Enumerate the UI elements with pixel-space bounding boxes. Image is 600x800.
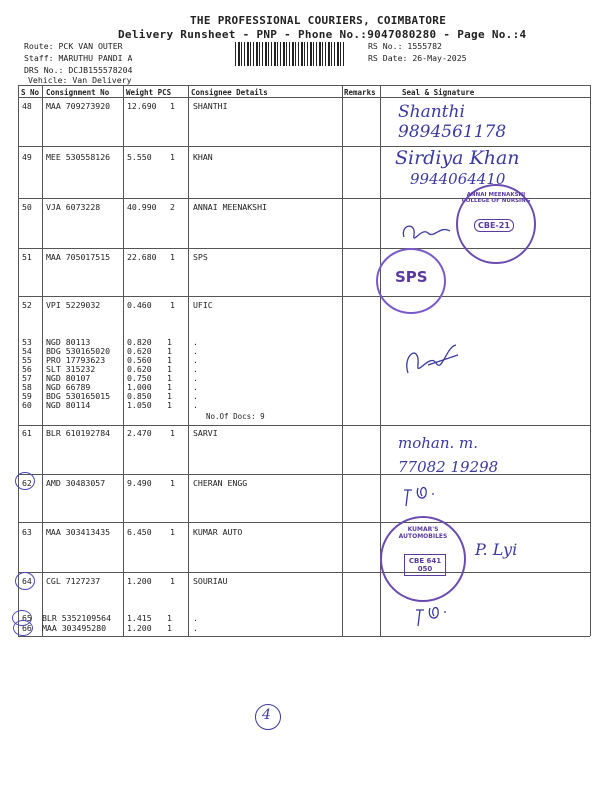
rs-number: RS No.: 1555782 (368, 41, 442, 51)
row-consignment: BDG 530165015 (46, 391, 111, 401)
row-consignee: SPS (193, 252, 208, 262)
row-sno: 61 (22, 428, 32, 438)
row-dot: . (193, 346, 198, 356)
row-pcs: 1 (167, 382, 172, 392)
row-weight: 2.470 (127, 428, 152, 438)
row-consignment: VPI 5229032 (46, 300, 101, 310)
row-consignment: NGD 80114 (46, 400, 91, 410)
circle-mark-62 (15, 472, 35, 490)
row-weight: 1.415 (127, 613, 152, 623)
row-consignee: ANNAI MEENAKSHI (193, 202, 267, 212)
staff-label: Staff: MARUTHU PANDI A (24, 53, 133, 63)
row-weight: 12.690 (127, 101, 157, 111)
row-dot: . (193, 400, 198, 410)
row-sno: 57 (22, 373, 32, 383)
row-pcs: 1 (170, 478, 175, 488)
row-pcs: 2 (170, 202, 175, 212)
row-pcs: 1 (167, 400, 172, 410)
row-pcs: 1 (170, 428, 175, 438)
signature-shanthi-phone: 9894561178 (398, 122, 507, 142)
row-weight: 1.200 (127, 623, 152, 633)
stamp-text: ANNAI MEENAKSHI COLLEGE OF NURSING (461, 192, 531, 204)
row-sno: 55 (22, 355, 32, 365)
row-consignee: UFIC (193, 300, 213, 310)
row-weight: 0.750 (127, 373, 152, 383)
row-consignment: MAA 705017515 (46, 252, 111, 262)
row-weight: 1.000 (127, 382, 152, 392)
row-weight: 6.450 (127, 527, 152, 537)
row-sno: 50 (22, 202, 32, 212)
row-sno: 59 (22, 391, 32, 401)
stamp-text: KUMAR'S AUTOMOBILES (398, 526, 448, 540)
runsheet-subtitle: Delivery Runsheet - PNP - Phone No.:9047080280 - Page No.:4 (118, 28, 527, 41)
row-weight: 22.680 (127, 252, 157, 262)
row-sno: 48 (22, 101, 32, 111)
row-weight: 1.200 (127, 576, 152, 586)
row-sno: 62 (22, 478, 32, 488)
signature-shanthi: Shanthi (398, 102, 465, 122)
scribble-signature (398, 335, 468, 385)
row-pcs: 1 (167, 613, 172, 623)
col-seal-signature: Seal & Signature (402, 88, 475, 97)
row-pcs: 1 (167, 364, 172, 374)
row-weight: 0.620 (127, 364, 152, 374)
row-consignment: VJA 6073228 (46, 202, 101, 212)
col-weight-pcs: Weight PCS (126, 88, 172, 97)
row-sno: 51 (22, 252, 32, 262)
row-weight: 0.620 (127, 346, 152, 356)
row-consignee: SOURIAU (193, 576, 228, 586)
col-consignee: Consignee Details (191, 88, 268, 97)
row-consignment: MAA 709273920 (46, 101, 111, 111)
row-pcs: 1 (170, 101, 175, 111)
scribble-signature (398, 215, 458, 249)
signature-khan: Sirdiya Khan (395, 147, 520, 169)
row-weight: 9.490 (127, 478, 152, 488)
row-sno: 66 (22, 623, 32, 633)
col-sno: S No (21, 88, 40, 97)
row-dot: . (193, 337, 198, 347)
row-pcs: 1 (167, 391, 172, 401)
row-pcs: 1 (167, 623, 172, 633)
row-dot: . (193, 382, 198, 392)
page-number-mark (255, 704, 281, 730)
row-pcs: 1 (167, 337, 172, 347)
row-pcs: 1 (167, 346, 172, 356)
row-weight: 0.820 (127, 337, 152, 347)
scribble-signature (410, 600, 460, 630)
row-consignee: KHAN (193, 152, 213, 162)
docs-count: No.Of Docs: 9 (206, 412, 265, 421)
row-consignee: CHERAN ENGG (193, 478, 248, 488)
row-dot: . (193, 355, 198, 365)
page-number-text: 4 (262, 707, 271, 723)
row-sno: 60 (22, 400, 32, 410)
row-dot: . (193, 613, 198, 623)
drs-label: DRS No.: DCJB155578204 (24, 65, 133, 75)
row-consignment: NGD 80107 (46, 373, 91, 383)
row-dot: . (193, 373, 198, 383)
row-dot: . (193, 623, 198, 633)
row-consignment: MAA 303495280 (42, 623, 107, 633)
row-sno: 64 (22, 576, 32, 586)
row-sno: 49 (22, 152, 32, 162)
row-weight: 40.990 (127, 202, 157, 212)
rs-date: RS Date: 26-May-2025 (368, 53, 467, 63)
row-consignment: BLR 610192784 (46, 428, 111, 438)
row-pcs: 1 (167, 355, 172, 365)
barcode (235, 42, 345, 66)
stamp-code: CBE-21 (474, 219, 514, 232)
row-sno: 56 (22, 364, 32, 374)
row-pcs: 1 (170, 300, 175, 310)
signature-kumar: P. Lyi (475, 540, 518, 559)
row-weight: 0.560 (127, 355, 152, 365)
stamp-code: CBE 641 050 (404, 554, 446, 576)
row-weight: 1.050 (127, 400, 152, 410)
row-pcs: 1 (170, 527, 175, 537)
row-sno: 52 (22, 300, 32, 310)
row-sno: 65 (22, 613, 32, 623)
row-pcs: 1 (167, 373, 172, 383)
circle-mark-66 (13, 620, 33, 636)
row-consignee: KUMAR AUTO (193, 527, 243, 537)
col-consignment: Consignment No (46, 88, 110, 97)
row-consignment: AMD 30483057 (46, 478, 106, 488)
row-dot: . (193, 391, 198, 401)
row-weight: 0.460 (127, 300, 152, 310)
row-consignment: NGD 66789 (46, 382, 91, 392)
company-title: THE PROFESSIONAL COURIERS, COIMBATORE (190, 14, 447, 27)
row-consignment: BDG 530165020 (46, 346, 111, 356)
row-pcs: 1 (170, 152, 175, 162)
vehicle-label: Vehicle: Van Delivery (28, 75, 132, 85)
row-consignee: SHANTHI (193, 101, 228, 111)
row-sno: 58 (22, 382, 32, 392)
col-remarks: Remarks (344, 88, 376, 97)
route-label: Route: PCK VAN OUTER (24, 41, 123, 51)
sps-stamp (376, 248, 446, 314)
row-sno: 54 (22, 346, 32, 356)
row-weight: 5.550 (127, 152, 152, 162)
row-consignment: MAA 303413435 (46, 527, 111, 537)
row-consignment: CGL 7127237 (46, 576, 101, 586)
row-dot: . (193, 364, 198, 374)
row-consignment: MEE 530558126 (46, 152, 111, 162)
circle-mark-64 (15, 572, 35, 590)
row-consignment: PRO 17793623 (46, 355, 106, 365)
row-weight: 0.850 (127, 391, 152, 401)
row-consignee: SARVI (193, 428, 218, 438)
signature-mohan: mohan. m. (398, 434, 479, 452)
annai-meenakshi-stamp (456, 184, 536, 264)
row-sno: 53 (22, 337, 32, 347)
row-sno: 63 (22, 527, 32, 537)
row-pcs: 1 (170, 252, 175, 262)
signature-mohan-phone: 77082 19298 (398, 458, 499, 476)
row-pcs: 1 (170, 576, 175, 586)
row-consignment: BLR 5352109564 (42, 613, 112, 623)
signature-khan-phone: 9944064410 (410, 170, 506, 188)
scribble-signature (398, 480, 448, 510)
kumar-auto-stamp (380, 516, 466, 602)
row-consignment: SLT 315232 (46, 364, 96, 374)
stamp-code: SPS (395, 268, 428, 286)
row-consignment: NGD 80113 (46, 337, 91, 347)
